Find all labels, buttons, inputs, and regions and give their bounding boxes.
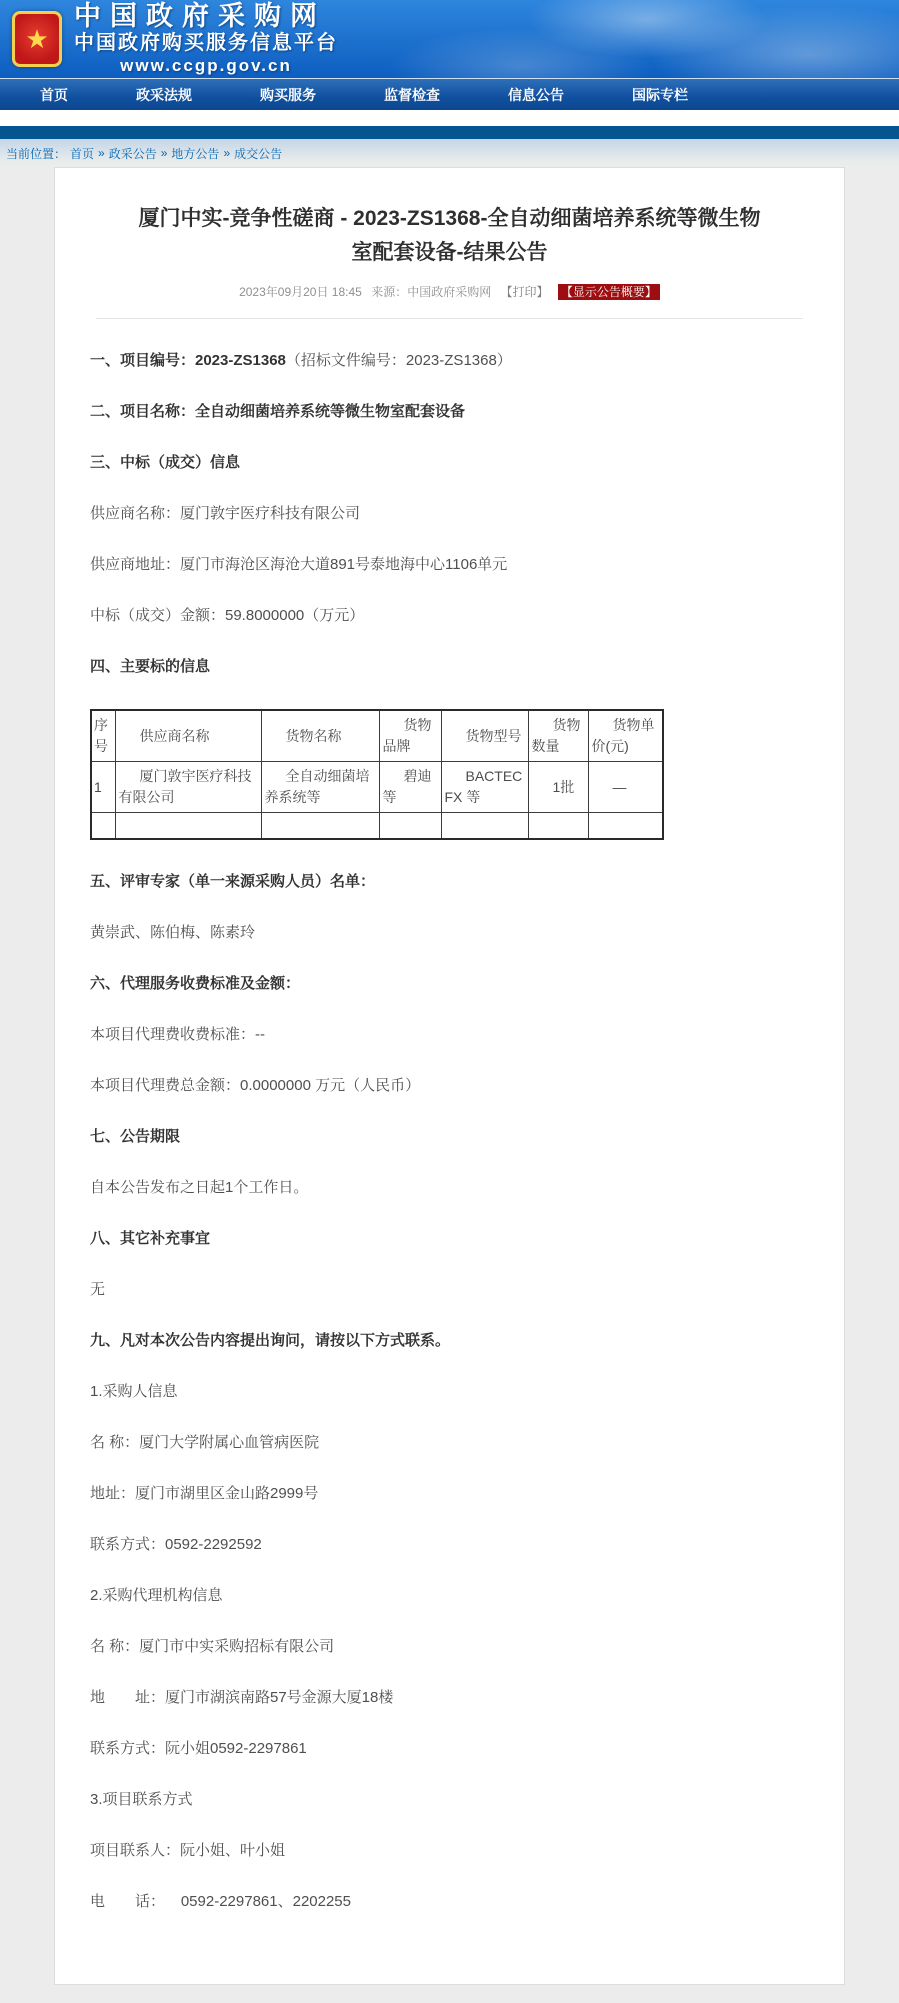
cell-quantity: 1批: [528, 762, 588, 813]
col-header-unit-price: 货物单价(元): [588, 710, 663, 762]
cell-goods-name: 全自动细菌培养系统等: [261, 762, 379, 813]
cell-index: 1: [91, 762, 115, 813]
project-contact-person: 项目联系人：阮小姐、叶小姐: [90, 1841, 286, 1859]
breadcrumb-separator: »: [223, 146, 231, 160]
breadcrumb-separator: »: [98, 146, 105, 160]
col-header-model: 货物型号: [441, 710, 528, 762]
col-header-index: 序号: [91, 710, 115, 762]
award-amount: 中标（成交）金额：59.8000000（万元）: [90, 607, 365, 624]
site-header: [0, 0, 899, 78]
supplier-address: 供应商地址：厦门市海沧区海沧大道891号泰地海中心1106单元: [90, 556, 508, 573]
announcement-period: 自本公告发布之日起1个工作日。: [90, 1178, 309, 1196]
section-contact-heading: 九、凡对本次公告内容提出询问，请按以下方式联系。: [90, 1331, 451, 1349]
cell-brand: 碧迪等: [379, 762, 441, 813]
nav-item-purchase-services[interactable]: 购买服务: [260, 86, 316, 103]
agency-contact: 联系方式：阮小姐0592-2297861: [90, 1739, 307, 1757]
cell-model: BACTEC FX 等: [441, 762, 528, 813]
publish-datetime: 2023年09月20日 18:45: [239, 285, 362, 299]
page-body: [0, 167, 899, 2003]
nav-item-announcements[interactable]: 信息公告: [508, 86, 564, 103]
article-source: 来源：中国政府采购网: [371, 285, 492, 299]
announcement-panel: [54, 167, 845, 1985]
other-matters: 无: [90, 1280, 106, 1298]
section-agency-fee-heading: 六、代理服务收费标准及金额：: [90, 974, 301, 992]
main-nav: [0, 78, 899, 110]
col-header-goods-name: 货物名称: [261, 710, 379, 762]
col-header-supplier: 供应商名称: [115, 710, 261, 762]
breadcrumb-procurement-announcements[interactable]: 政采公告: [108, 146, 157, 161]
article-meta: [90, 283, 809, 300]
purchaser-info-heading: 1.采购人信息: [90, 1382, 178, 1400]
breadcrumb: [0, 139, 899, 167]
purchaser-address: 地址：厦门市湖里区金山路2999号: [90, 1484, 319, 1502]
nav-item-home[interactable]: 首页: [40, 86, 68, 103]
site-title: 中国政府采购网: [74, 1, 326, 31]
show-summary-button[interactable]: 【显示公告概要】: [558, 284, 660, 300]
table-row: [91, 762, 663, 813]
cell-supplier: 厦门敦宇医疗科技有限公司: [115, 762, 261, 813]
page-title: 厦门中实-竞争性磋商 - 2023-ZS1368-全自动细菌培养系统等微生物室配套设备-结果公告: [138, 207, 761, 264]
nav-item-supervision[interactable]: 监督检查: [384, 86, 440, 103]
divider: [96, 318, 803, 319]
breadcrumb-prefix: 当前位置：: [6, 146, 67, 161]
nav-item-international[interactable]: 国际专栏: [632, 86, 688, 103]
table-empty-row: [91, 813, 663, 839]
site-logo-text: [74, 1, 338, 77]
section-project-number: 一、项目编号：2023-ZS1368（招标文件编号：2023-ZS1368）: [90, 352, 512, 369]
site-logo[interactable]: [0, 1, 338, 77]
table-header-row: [91, 710, 663, 762]
purchaser-contact: 联系方式：0592-2292592: [90, 1535, 262, 1553]
bid-items-table: [90, 709, 664, 840]
section-other-matters-heading: 八、其它补充事宜: [90, 1229, 211, 1247]
agency-address: 地 址：厦门市湖滨南路57号金源大厦18楼: [90, 1688, 394, 1706]
section-experts-heading: 五、评审专家（单一来源采购人员）名单：: [90, 872, 376, 890]
project-contact-phone: 电 话： 0592-2297861、2202255: [90, 1892, 351, 1910]
project-contact-heading: 3.项目联系方式: [90, 1790, 193, 1808]
national-emblem-icon: ★: [12, 11, 62, 67]
purchaser-name: 名 称：厦门大学附属心血管病医院: [90, 1433, 320, 1451]
site-url: www.ccgp.gov.cn: [120, 56, 292, 75]
breadcrumb-local-announcements[interactable]: 地方公告: [171, 146, 220, 161]
col-header-quantity: 货物数量: [528, 710, 588, 762]
breadcrumb-home[interactable]: 首页: [70, 146, 95, 161]
print-button[interactable]: 【打印】: [500, 285, 549, 299]
breadcrumb-award-announcements[interactable]: 成交公告: [234, 146, 283, 161]
breadcrumb-separator: »: [160, 146, 168, 160]
section-project-name: 二、项目名称：全自动细菌培养系统等微生物室配套设备: [90, 403, 466, 420]
header-gap: [0, 110, 899, 126]
agency-fee-total: 本项目代理费总金额：0.0000000 万元（人民币）: [90, 1076, 421, 1094]
site-subtitle: 中国政府购买服务信息平台: [74, 32, 338, 54]
header-divider-strip: [0, 126, 899, 139]
agency-name: 名 称：厦门市中实采购招标有限公司: [90, 1637, 335, 1655]
supplier-name: 供应商名称：厦门敦宇医疗科技有限公司: [90, 505, 361, 522]
agency-info-heading: 2.采购代理机构信息: [90, 1586, 223, 1604]
section-award-info-heading: 三、中标（成交）信息: [90, 454, 241, 471]
col-header-brand: 货物品牌: [379, 710, 441, 762]
section-main-items-heading: 四、主要标的信息: [90, 658, 211, 675]
experts-list: 黄崇武、陈伯梅、陈素玲: [90, 923, 256, 941]
section-announcement-period-heading: 七、公告期限: [90, 1127, 181, 1145]
nav-item-regulations[interactable]: 政采法规: [136, 86, 192, 103]
agency-fee-standard: 本项目代理费收费标准：--: [90, 1025, 265, 1043]
cell-unit-price: —: [588, 762, 663, 813]
